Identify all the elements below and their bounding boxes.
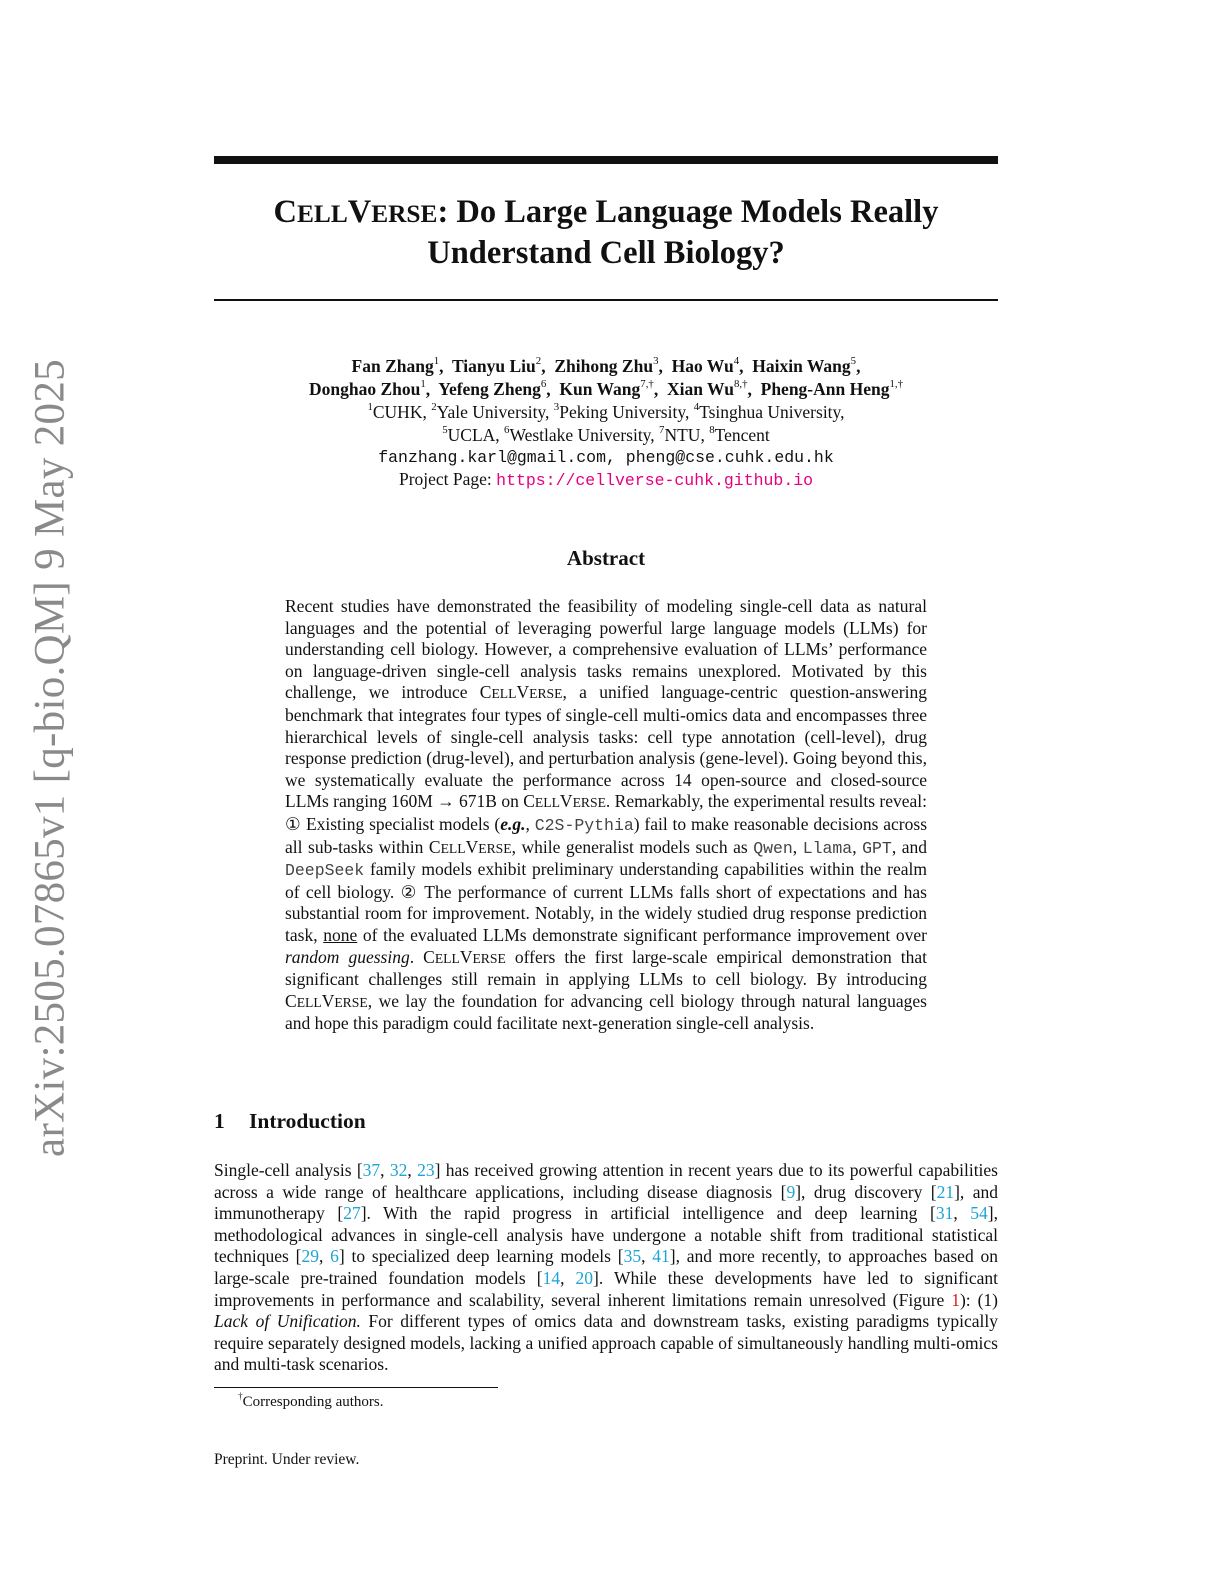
abstract-heading: Abstract <box>566 546 646 570</box>
section-heading-introduction <box>214 1109 366 1134</box>
project-page-label: Project Page: <box>398 469 492 489</box>
citation-link[interactable]: 21 <box>936 1181 955 1202</box>
underlined-none: none <box>323 924 358 945</box>
citation-link[interactable]: 37 <box>362 1160 381 1180</box>
affiliation: $^8$Tencent <box>709 424 770 445</box>
author: Fan Zhang$^1$ <box>351 355 440 376</box>
author: Zhihong Zhu$^3$ <box>554 355 659 376</box>
section-title: Introduction <box>249 1109 366 1133</box>
author: Tianyu Liu$^2$ <box>451 355 542 376</box>
model-name: C2S-Pythia <box>534 815 634 835</box>
affiliation: $^6$Westlake University <box>504 424 651 445</box>
contact-emails[interactable]: fanzhang.karl@gmail.com, pheng@cse.cuhk.edu.hk <box>378 448 834 467</box>
introduction-paragraph: Single-cell analysis [37, 32, 23] has received growing attention in recent years due to its powerful capabilities across a wide range of healthcare applications, including disease diagnosis [9], drug discovery [21], and immunotherapy [27]. With the rapid progress in artificial intelligence and deep learning [31, 54], methodological advances in single-cell analysis have undergone a notable shift from traditional statistical techniques [29, 6] to specialized deep learning models [35, 41], and more recently, to approaches based on large-scale pre-trained foundation models [14, 20]. While these developments have led to significant improvements in performance and scalability, several inherent limitations remain unresolved (Figure 1): (1) Lack of Unification. For different types of omics data and downstream tasks, existing paradigms typically require separately designed models, lacking a unified approach capable of simultaneously handling multi-omics and multi-task scenarios. <box>214 1160 999 1375</box>
affiliations-line2: $^5$UCLA, $^6$Westlake University, $^7$NTU, $^8$Tencent <box>442 424 770 445</box>
citation-link[interactable]: 54 <box>970 1203 988 1224</box>
author-list-line1: Fan Zhang$^1$, Tianyu Liu$^2$, Zhihong Zhu$^3$, Hao Wu$^4$, Haixin Wang$^5$, <box>351 355 861 376</box>
section-number: 1 <box>214 1109 225 1133</box>
model-name: Llama <box>802 838 853 858</box>
cellverse-name: CELLVERSE <box>523 791 606 812</box>
project-page <box>214 468 998 492</box>
abstract-text: Recent studies have demonstrated the feasibility of modeling single-cell data as natural languages and the potential of leveraging powerful large language models (LLMs) for understanding cell biology. However, a comprehensive evaluation of LLMs’ performance on language-driven single-cell analysis tasks remains unexplored. Motivated by this challenge, we introduce CELLVERSE, a unified language-centric question-answering benchmark that integrates four types of single-cell multi-omics data and encompasses three hierarchical levels of single-cell analysis tasks: cell type annotation (cell-level), drug response prediction (drug-level), and perturbation analysis (gene-level). Going beyond this, we systematically evaluate the performance across 14 open-source and closed-source LLMs ranging 160M → 671B on CELLVERSE. Remarkably, the experimental results reveal: ① Existing specialist models (e.g., C2S-Pythia) fail to make reasonable decisions across all sub-tasks within CELLVERSE, while generalist models such as Qwen, Llama, GPT, and DeepSeek family models exhibit preliminary understanding capabilities within the realm of cell biology. ② The performance of current LLMs falls short of expectations and has substantial room for improvement. Notably, in the widely studied drug response prediction task, none of the evaluated LLMs demonstrate significant performance improvement over random guessing. CELLVERSE offers the first large-scale empirical demonstration that significant challenges still remain in applying LLMs to cell biology. By introducing CELLVERSE, we lay the foundation for advancing cell biology through natural languages and hope this paradigm could facilitate next-generation single-cell analysis. <box>285 596 928 1034</box>
citation-link[interactable]: 41 <box>652 1246 670 1267</box>
footnote-mark: † <box>238 1392 243 1403</box>
footnote-rule <box>214 1387 498 1388</box>
title-line2: Understand Cell Biology? <box>427 235 785 271</box>
author: Kun Wang$^{7,\dagger}$ <box>559 378 654 399</box>
affiliation: $^5$UCLA <box>442 424 496 445</box>
citation-link[interactable]: 27 <box>343 1203 361 1224</box>
author: Yefeng Zheng$^6$ <box>438 378 547 399</box>
author: Donghao Zhou$^1$ <box>308 378 426 399</box>
affiliations-line1: $^1$CUHK, $^2$Yale University, $^3$Peking University, $^4$Tsinghua University, <box>367 401 845 422</box>
figure-reference-link[interactable]: 1 <box>951 1289 960 1310</box>
citation-link[interactable]: 32 <box>389 1160 408 1180</box>
random-guessing-italic: random guessing <box>285 946 410 967</box>
model-name: DeepSeek <box>285 861 365 881</box>
cellverse-name: CELLVERSE <box>479 682 563 703</box>
footnote-text: Corresponding authors. <box>242 1394 384 1410</box>
title-bottom-rule <box>214 299 998 301</box>
affiliation: $^2$Yale University <box>431 401 546 422</box>
title-top-rule <box>214 156 998 164</box>
affiliation: $^7$NTU <box>659 424 701 445</box>
citation-link[interactable]: 35 <box>623 1246 642 1267</box>
cellverse-name: CELLVERSE <box>423 946 506 967</box>
affiliation: $^4$Tsinghua University <box>693 401 841 422</box>
author: Hao Wu$^4$ <box>671 355 740 376</box>
author: Xian $Wu^{8,\dagger}$ <box>666 378 748 399</box>
affiliation: $^1$CUHK <box>367 401 423 422</box>
citation-link[interactable]: 23 <box>417 1160 435 1180</box>
cellverse-name: CELLVERSE <box>285 990 368 1011</box>
cellverse-name: CELLVERSE <box>428 836 512 857</box>
author-list-line2: Donghao Zhou$^1$, Yefeng Zheng$^6$, Kun Wang$^{7,\dagger}$, Xian $Wu^{8,\dagger}$, Pheng-Ann Heng$^{1,\dagger}$ <box>308 378 904 399</box>
citation-link[interactable]: 20 <box>575 1267 594 1288</box>
citation-link[interactable]: 29 <box>301 1246 319 1267</box>
model-name: Qwen <box>753 838 793 858</box>
affiliation: $^3$Peking University <box>553 401 685 422</box>
title-line1: : Do Large Language Models Really <box>437 194 939 230</box>
arxiv-identifier-stamp: arXiv:2505.07865v1 [q-bio.QM] 9 May 2025 <box>26 359 74 1157</box>
title-cellverse: CELLVERSE <box>273 194 438 230</box>
model-name: GPT <box>862 838 892 858</box>
paper-title <box>214 193 998 273</box>
author: Haixin Wang$^5$ <box>752 355 857 376</box>
lack-of-unification-italic: Lack of Unification. <box>214 1311 361 1332</box>
project-page-link[interactable]: https://cellverse-cuhk.github.io <box>496 471 814 490</box>
eg-abbrev: e.g. <box>500 813 526 834</box>
citation-link[interactable]: 9 <box>786 1181 796 1202</box>
citation-link[interactable]: 31 <box>935 1203 954 1224</box>
footnote <box>238 1392 383 1412</box>
citation-link[interactable]: 6 <box>330 1246 339 1267</box>
author: Pheng-Ann Heng$^{1,\dagger}$ <box>760 378 904 399</box>
citation-link[interactable]: 14 <box>542 1267 561 1288</box>
preprint-note: Preprint. Under review. <box>214 1451 360 1468</box>
